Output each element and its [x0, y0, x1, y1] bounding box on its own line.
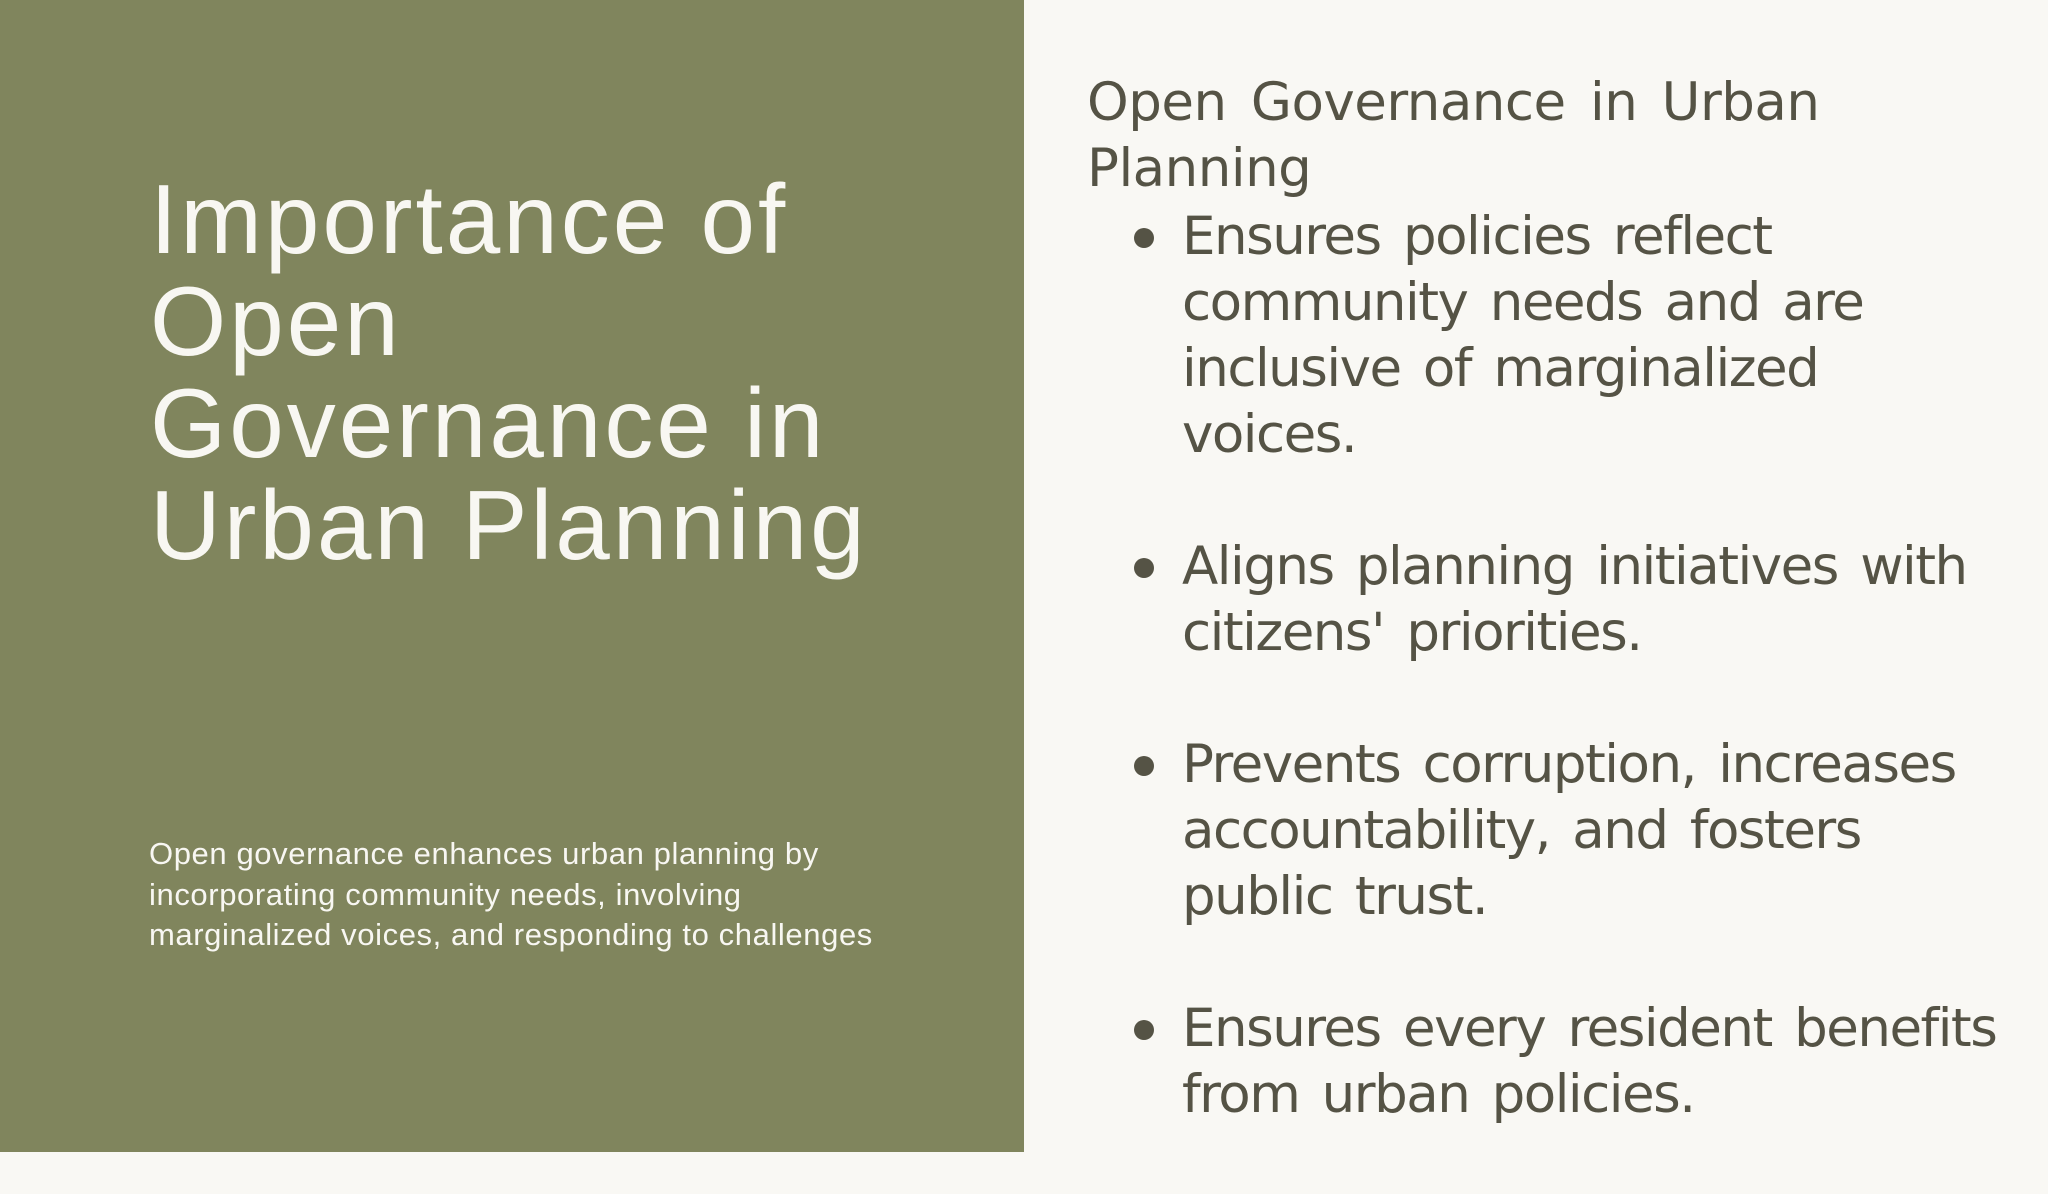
bullet-list [1130, 204, 2010, 1194]
bullet-item [1130, 996, 2010, 1128]
bullet-item [1130, 534, 2010, 666]
slide-summary: Open governance enhances urban planning by incorporating community needs, involving marginalized voices, and responding to challenges [149, 836, 873, 952]
bullet-dot-icon [1134, 558, 1154, 578]
bullet-item [1130, 204, 2010, 468]
bullet-text: Prevents corruption, increases accountability, and fosters public trust. [1182, 734, 1956, 927]
bullet-dot-icon [1134, 756, 1154, 776]
bullet-text: Ensures policies reflect community needs and are inclusive of marginalized voices. [1182, 206, 1864, 465]
slide-title: Importance of Open Governance in Urban Planning [150, 164, 868, 580]
bullet-item [1130, 732, 2010, 930]
bullet-text: Aligns planning initiatives with citizens' priorities. [1182, 536, 1967, 663]
bullet-text: Ensures every resident benefits from urban policies. [1182, 998, 1997, 1125]
section-heading: Open Governance in Urban Planning [1087, 72, 1820, 199]
bullet-dot-icon [1134, 228, 1154, 248]
left-panel [0, 0, 1024, 1152]
bullet-dot-icon [1134, 1020, 1154, 1040]
